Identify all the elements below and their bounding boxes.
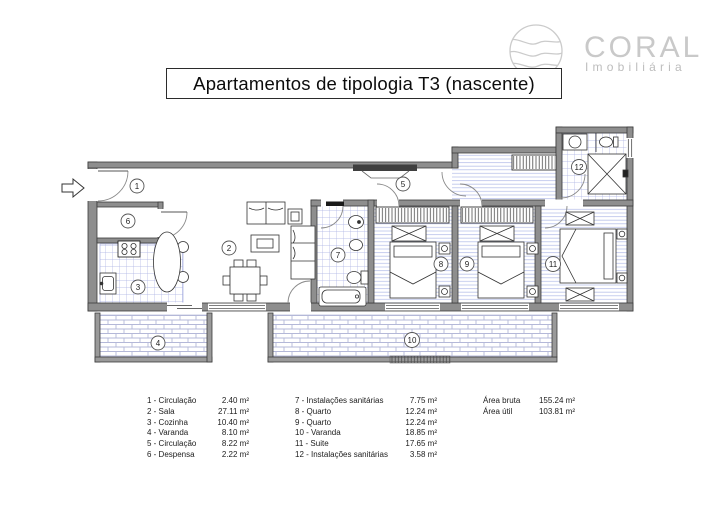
entry-opening xyxy=(86,169,98,201)
room-label-5 xyxy=(396,177,410,191)
legend-item: 7 - Instalações sanitárias 7.75 m² xyxy=(295,396,437,405)
wall-bath12-left xyxy=(556,133,562,200)
svg-text:6: 6 xyxy=(125,216,131,226)
room-label-3 xyxy=(131,280,145,294)
legend-total: Área útil 103.81 m² xyxy=(483,406,575,416)
entry-arrow-icon xyxy=(62,179,84,197)
nightstand xyxy=(527,243,538,254)
wall-top-step1 xyxy=(452,147,562,153)
tv xyxy=(251,235,279,252)
wall-bed8-bed9 xyxy=(452,206,458,303)
window xyxy=(559,304,619,311)
svg-text:10: 10 xyxy=(407,335,417,345)
room-label-8 xyxy=(434,257,448,271)
legend-item: 5 - Circulação 8.22 m² xyxy=(147,439,249,449)
window xyxy=(385,304,440,311)
legend-item: 12 - Instalações sanitárias 3.58 m² xyxy=(295,449,437,459)
nightstand xyxy=(439,286,450,297)
brand-name: CORAL xyxy=(584,31,703,64)
legend-item: 2 - Sala 27.11 m² xyxy=(147,406,249,416)
living-room-furniture xyxy=(223,202,315,301)
wall-bath-bed8 xyxy=(368,200,374,303)
nightstand xyxy=(527,286,538,297)
window xyxy=(627,138,634,158)
wardrobe xyxy=(376,207,449,223)
room-label-12 xyxy=(572,160,587,175)
sink xyxy=(100,273,116,294)
svg-text:11: 11 xyxy=(548,259,558,269)
room-label-6 xyxy=(121,214,135,228)
legend-item: 11 - Suite 17.65 m² xyxy=(295,439,437,449)
bathtub xyxy=(319,287,366,306)
bidet xyxy=(350,240,363,251)
threshold xyxy=(326,202,344,207)
svg-text:1: 1 xyxy=(134,181,140,191)
legend-item: 3 - Cozinha 10.40 m² xyxy=(147,417,249,427)
bed xyxy=(478,242,524,298)
balcony4-floor xyxy=(98,315,209,359)
vent-detail xyxy=(353,165,417,179)
room-label-7 xyxy=(331,248,345,262)
legend-item: 4 - Varanda 8.10 m² xyxy=(147,428,249,438)
washbasin xyxy=(563,134,587,150)
nightstand xyxy=(439,243,450,254)
brand-subtitle: Imobiliária xyxy=(585,60,686,74)
toilet xyxy=(600,137,619,147)
shower xyxy=(588,154,628,194)
legend-item: 10 - Varanda 18.85 m² xyxy=(295,428,437,438)
nightstand xyxy=(617,273,627,283)
svg-text:3: 3 xyxy=(135,282,141,292)
svg-text:4: 4 xyxy=(155,338,161,348)
balcony-railing-hatch xyxy=(390,356,450,363)
page-title: Apartamentos de tipologia T3 (nascente) xyxy=(166,68,562,99)
side-table xyxy=(288,209,302,224)
legend-item: 8 - Quarto 12.24 m² xyxy=(295,406,437,416)
window xyxy=(461,304,529,311)
pantry-door-opening xyxy=(157,209,164,237)
legend-item: 1 - Circulação 2.40 m² xyxy=(147,396,249,405)
legend-column-totals xyxy=(483,396,575,418)
washbasin xyxy=(349,216,364,229)
wall-pantry-top xyxy=(97,202,163,207)
svg-text:2: 2 xyxy=(226,243,232,253)
svg-text:8: 8 xyxy=(438,259,444,269)
svg-text:7: 7 xyxy=(335,250,341,260)
room-label-4 xyxy=(151,336,165,350)
room-label-1 xyxy=(130,179,144,193)
svg-text:12: 12 xyxy=(574,162,584,172)
room-label-9 xyxy=(460,257,474,271)
stove xyxy=(118,241,140,257)
svg-text:5: 5 xyxy=(400,179,406,189)
legend-item: 9 - Quarto 12.24 m² xyxy=(295,417,437,427)
window xyxy=(208,304,266,311)
legend-total: Área bruta 155.24 m² xyxy=(483,396,575,405)
legend-column-1 xyxy=(147,396,249,461)
svg-text:9: 9 xyxy=(464,259,470,269)
toilet xyxy=(347,271,368,284)
bed xyxy=(560,229,616,283)
sliding-door xyxy=(167,303,202,312)
room-label-2 xyxy=(222,241,236,255)
room-label-11 xyxy=(546,257,561,272)
legend-column-2 xyxy=(295,396,437,461)
wall-top-step2 xyxy=(556,127,633,133)
wardrobe xyxy=(461,207,533,223)
bed xyxy=(390,242,436,298)
dining-table xyxy=(223,260,267,301)
legend-item: 6 - Despensa 2.22 m² xyxy=(147,449,249,459)
room-label-10 xyxy=(405,333,420,348)
nightstand xyxy=(617,229,627,239)
wardrobe xyxy=(512,155,556,170)
